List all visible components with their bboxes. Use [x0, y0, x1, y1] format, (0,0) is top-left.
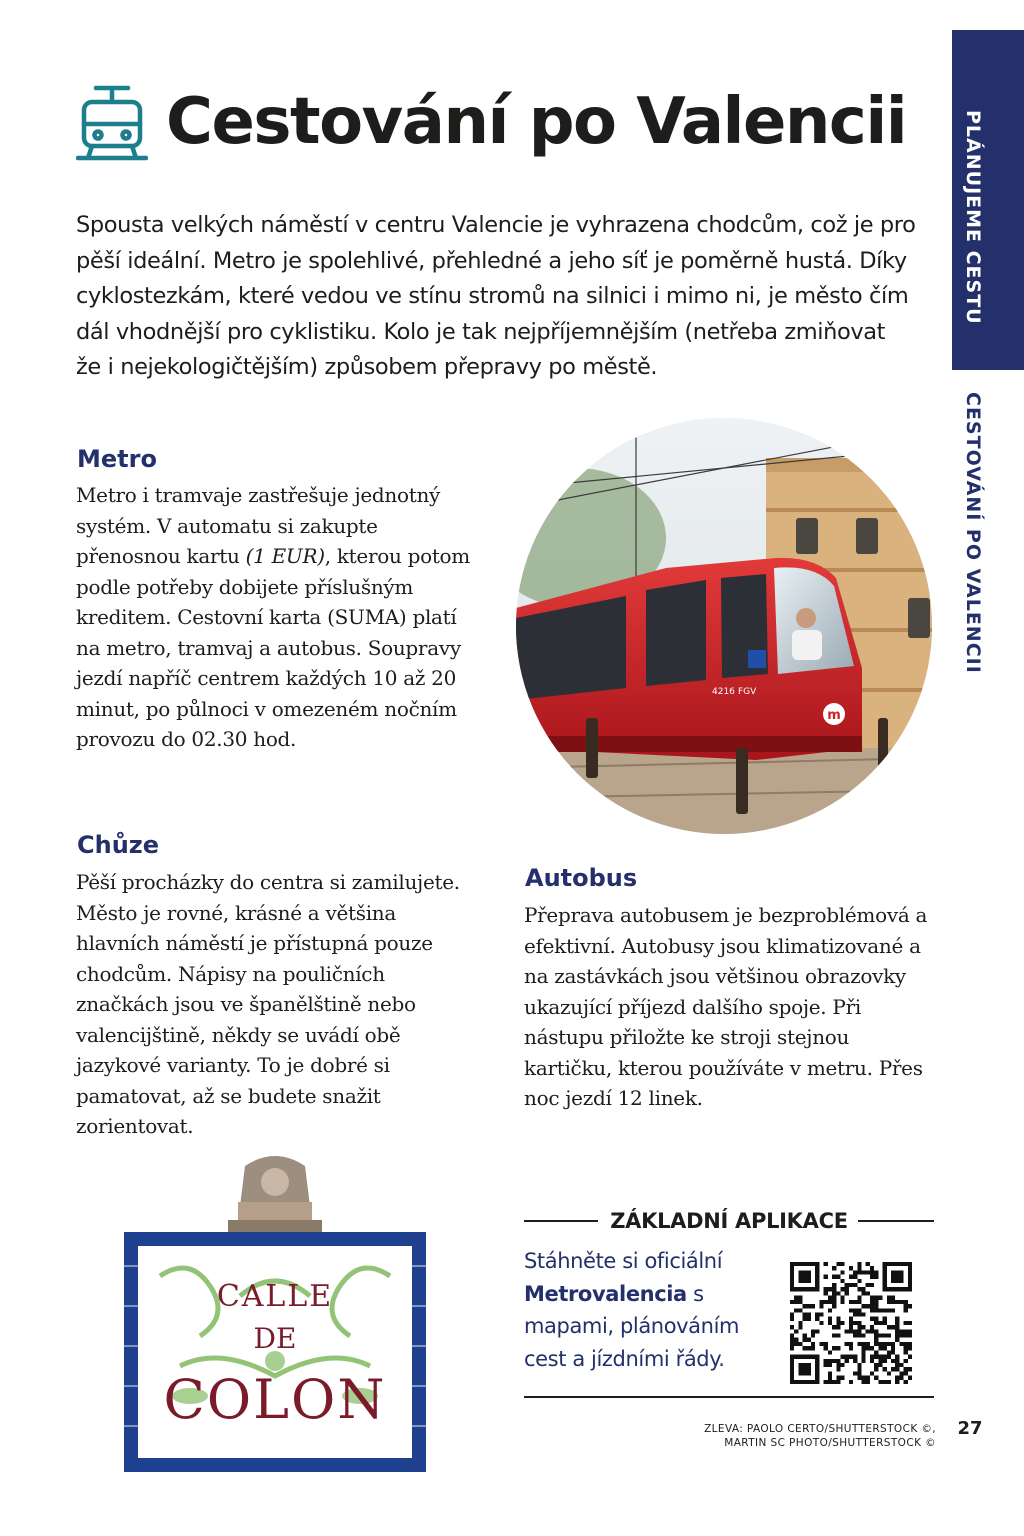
app-rule-left [524, 1220, 598, 1222]
tram-icon [76, 84, 148, 162]
tram-brand: FGV [738, 687, 757, 697]
metro-paragraph: Metro i tramvaje zastřešuje jednotný systém. V automatu si zakupte přenosnou kartu (1 EUR), kterou potom podle potřeby dobijete příslušným kreditem. Cestovní karta (SUMA) platí na metro, tramvaj a autobus. Soupravy jezdí napříč centrem každých 10 až 20 minut, po půlnoci v omezeném nočním provozu do 02.30 hod. [76, 483, 470, 751]
street-sign-line-2: DE [253, 1322, 297, 1355]
tram-logo: m [827, 708, 841, 723]
tram-photo [516, 418, 932, 834]
street-sign-line-1: CALLE [216, 1279, 334, 1314]
app-rule-right [858, 1220, 934, 1222]
app-description: Stáhněte si oficiální Metrovalencia s mapami, plánováním cest a jízdními řády. [524, 1249, 740, 1371]
tram-number: 4216 [712, 687, 735, 697]
app-heading: ZÁKLADNÍ APLIKACE [610, 1209, 848, 1233]
metro-price: (1 EUR) [245, 544, 325, 568]
street-sign-photo [120, 1146, 430, 1476]
page-title: Cestování po Valencii [166, 85, 907, 159]
metro-heading: Metro [77, 445, 157, 473]
walking-heading: Chůze [77, 831, 160, 859]
sidebar-section-label: PLÁNUJEME CESTU [962, 110, 984, 325]
photo-credits: ZLEVA: PAOLO CERTO/SHUTTERSTOCK ©, MARTIN SC PHOTO/SHUTTERSTOCK © [704, 1423, 936, 1449]
walking-paragraph: Pěší procházky do centra si zamilujete. Město je rovné, krásné a většina hlavních náměstí je přístupná pouze chodcům. Nápisy na pouličních značkách jsou ve španělštině nebo valencijštině, někdy se uvádí obě jazykové varianty. To je dobré si pamatovat, až se budete snažit zorientovat. [76, 870, 460, 1138]
street-sign-line-3: COLON [163, 1368, 387, 1431]
qr-code-icon[interactable] [790, 1262, 912, 1384]
intro-paragraph: Spousta velkých náměstí v centru Valencie je vyhrazena chodcům, což je pro pěší ideální. Metro je spolehlivé, přehledné a jeho síť je poměrně hustá. Díky cyklostezkám, které vedou ve stínu stromů na silnici i mimo ni, je město čím dál vhodnější pro cyklistiku. Kolo je tak nejpříjemnějším (netřeba zmiňovat že i nejekologičtějším) způsobem přepravy po městě. [76, 212, 916, 380]
app-name: Metrovalencia [524, 1281, 687, 1306]
bus-heading: Autobus [525, 864, 638, 892]
page-number: 27 [957, 1418, 983, 1439]
sidebar-chapter-label: CESTOVÁNÍ PO VALENCII [962, 392, 984, 674]
bus-paragraph: Přeprava autobusem je bezproblémová a efektivní. Autobusy jsou klimatizované a na zastávkách jsou většinou obrazovky ukazující příjezd dalšího spoje. Při nástupu přiložte ke stroji stejnou kartičku, kterou používáte v metru. Přes noc jezdí 12 linek. [524, 903, 928, 1110]
app-rule-bottom [524, 1396, 934, 1398]
